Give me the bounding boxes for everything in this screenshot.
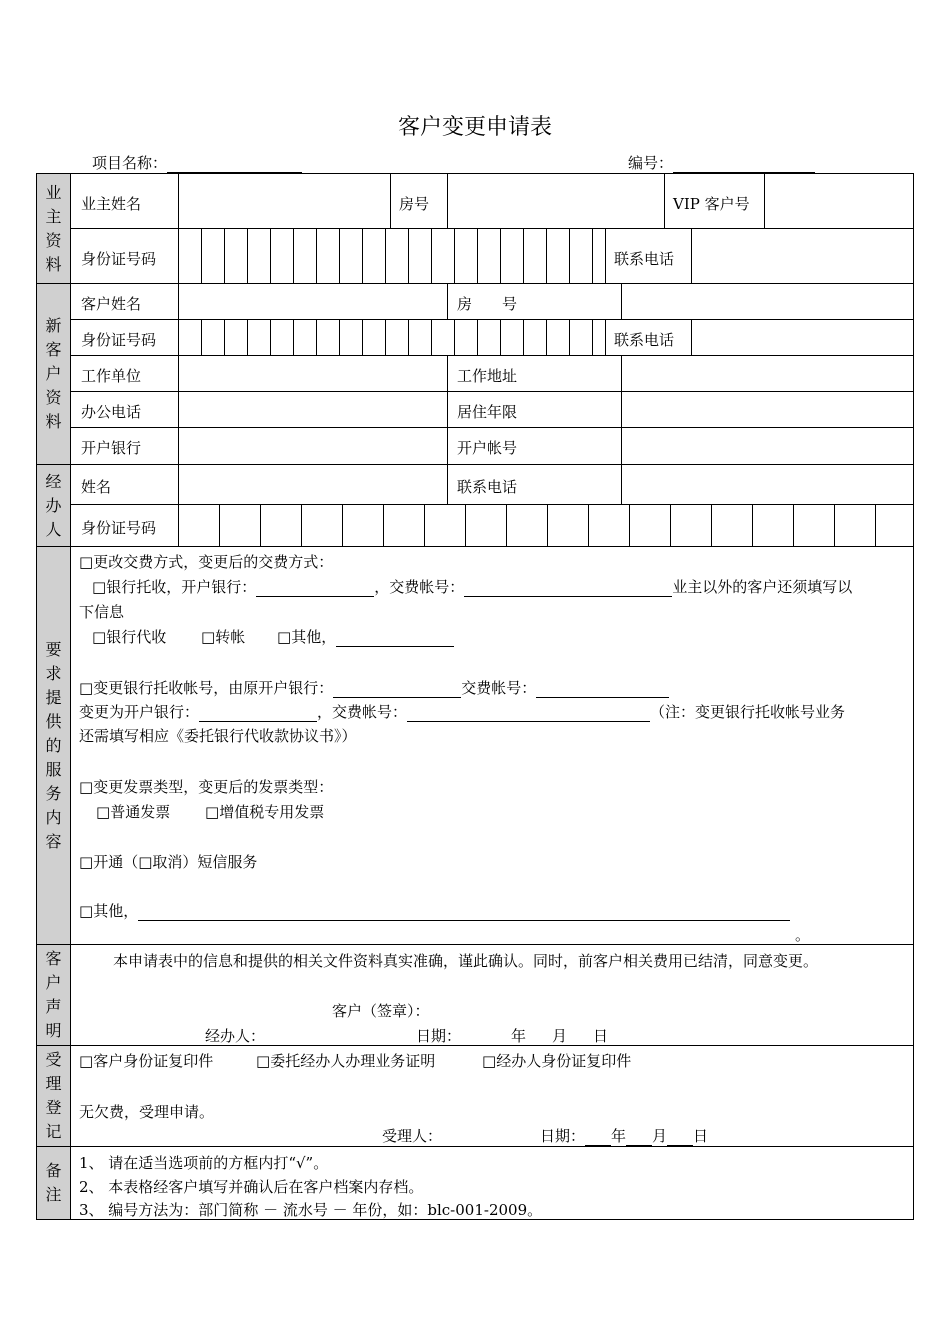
checkbox-icon[interactable]	[79, 553, 93, 571]
checkbox-icon[interactable]	[79, 679, 93, 697]
other-payment-blank[interactable]	[336, 632, 454, 647]
bank-collection-bank-blank[interactable]	[256, 582, 374, 597]
checkbox-icon[interactable]	[277, 628, 291, 646]
owner-room-label: 房号	[399, 195, 430, 213]
option-other-payment[interactable]: □ 其他，	[277, 626, 454, 647]
option-transfer[interactable]: □ 转帐	[201, 626, 245, 647]
option-change-collection-account[interactable]: □ 变更银行托收帐号，由原开户银行： 交费帐号：	[79, 677, 669, 698]
new-customer-room-input[interactable]	[626, 286, 908, 316]
account-label: 开户帐号	[457, 439, 518, 457]
declaration-text: 本申请表中的信息和提供的相关文件资料真实准确，谨此确认。同时，前客户相关费用已结清，同意变更。	[113, 952, 819, 970]
acceptance-day-blank[interactable]	[667, 1131, 693, 1146]
page-title: 客户变更申请表	[397, 115, 552, 140]
owner-name-input[interactable]	[183, 178, 385, 224]
new-customer-name-input[interactable]	[183, 286, 442, 316]
checkbox-icon[interactable]	[79, 902, 93, 920]
office-phone-label: 办公电话	[81, 403, 142, 421]
customer-signature-label: 客户（签章）：	[332, 1002, 430, 1020]
original-account-blank[interactable]	[536, 683, 669, 698]
option-sms-service[interactable]: □ 开通（□ 取消）短信服务	[79, 851, 257, 872]
owner-id-label: 身份证号码	[81, 250, 157, 268]
form-number-field[interactable]	[628, 152, 815, 173]
other-service-blank-2[interactable]	[79, 930, 795, 945]
bank-label: 开户银行	[81, 439, 142, 457]
section-owner-info: 业主资料	[37, 174, 70, 283]
checkbox-icon[interactable]	[205, 803, 219, 821]
new-customer-name-label: 客户姓名	[81, 295, 142, 313]
employer-label: 工作单位	[81, 367, 142, 385]
work-address-input[interactable]	[626, 358, 908, 388]
checkbox-icon[interactable]	[79, 1052, 93, 1070]
new-customer-id-digit-boxes[interactable]	[179, 320, 605, 354]
owner-vip-label: VIP 客户号	[673, 195, 750, 213]
section-agent: 经办人	[37, 465, 70, 546]
project-name-blank[interactable]	[167, 158, 302, 173]
declaration-year-blank[interactable]	[461, 1031, 511, 1046]
new-account-blank[interactable]	[407, 707, 650, 722]
declaration-day-blank[interactable]	[567, 1031, 593, 1046]
checkbox-icon[interactable]	[79, 853, 93, 871]
office-phone-input[interactable]	[183, 394, 442, 424]
option-normal-invoice[interactable]: □ 普通发票	[96, 801, 170, 822]
original-bank-blank[interactable]	[333, 683, 461, 698]
check-agent-authorization[interactable]: □ 委托经办人办理业务证明	[256, 1050, 435, 1071]
owner-id-digit-boxes[interactable]	[179, 229, 605, 282]
note-2: 2、 本表格经客户填写并确认后在客户档案内存档。	[79, 1178, 424, 1196]
bank-input[interactable]	[183, 430, 442, 460]
owner-name-label: 业主姓名	[81, 195, 142, 213]
acceptance-status: 无欠费，受理申请。	[79, 1103, 215, 1121]
option-vat-invoice[interactable]: □ 增值税专用发票	[205, 801, 324, 822]
new-bank-blank[interactable]	[199, 707, 317, 722]
checkbox-icon[interactable]	[201, 628, 215, 646]
owner-phone-input[interactable]	[696, 232, 908, 278]
option-bank-collection[interactable]: □ 银行托收，开户银行： ，交费帐号： 业主以外的客户还须填写以	[92, 576, 852, 597]
checkbox-icon[interactable]	[482, 1052, 496, 1070]
acceptance-month-blank[interactable]	[626, 1131, 652, 1146]
option-bank-agency[interactable]: □ 银行代收	[92, 626, 166, 647]
checkbox-icon[interactable]	[138, 853, 152, 871]
other-service-line2: 。	[79, 924, 810, 945]
residence-years-input[interactable]	[626, 394, 908, 424]
agent-phone-label: 联系电话	[457, 478, 518, 496]
declaration-date: 日期： 年 月 日	[416, 1027, 609, 1045]
work-address-label: 工作地址	[457, 367, 518, 385]
project-name-label: 项目名称：	[92, 154, 168, 172]
new-customer-phone-input[interactable]	[696, 322, 908, 352]
option-other-service[interactable]: □ 其他，	[79, 900, 790, 921]
bank-collection-account-blank[interactable]	[464, 582, 672, 597]
new-customer-room-label: 房 号	[457, 295, 518, 313]
agent-name-label: 姓名	[81, 478, 112, 496]
note-3: 3、 编号方法为：部门简称 － 流水号 － 年份，如：blc-001-2009。	[79, 1201, 543, 1219]
section-notes: 备注	[37, 1147, 70, 1219]
checkbox-icon[interactable]	[92, 578, 106, 596]
new-customer-phone-label: 联系电话	[614, 331, 675, 349]
owner-vip-input[interactable]	[769, 178, 909, 224]
owner-phone-label: 联系电话	[614, 250, 675, 268]
section-acceptance: 受理登记	[37, 1046, 70, 1146]
checkbox-icon[interactable]	[92, 628, 106, 646]
agent-id-digit-boxes[interactable]	[179, 505, 912, 545]
application-form-table	[36, 173, 914, 1220]
declaration-month-blank[interactable]	[526, 1031, 552, 1046]
option-change-invoice[interactable]: □ 变更发票类型，变更后的发票类型：	[79, 776, 333, 797]
receiver-label: 受理人：	[382, 1127, 443, 1145]
section-new-customer-info: 新客户资料	[37, 284, 70, 464]
employer-input[interactable]	[183, 358, 442, 388]
project-name-field[interactable]	[92, 152, 302, 173]
section-service-request: 要求提供的服务内容	[37, 547, 70, 944]
agent-name-input[interactable]	[183, 467, 442, 501]
declaration-agent-label: 经办人：	[205, 1027, 266, 1045]
note-1: 1、 请在适当选项前的方框内打“√”。	[79, 1154, 329, 1172]
check-customer-id-copy[interactable]: □ 客户身份证复印件	[79, 1050, 213, 1071]
checkbox-icon[interactable]	[96, 803, 110, 821]
agent-id-label: 身份证号码	[81, 519, 157, 537]
checkbox-icon[interactable]	[79, 778, 93, 796]
checkbox-icon[interactable]	[256, 1052, 270, 1070]
owner-room-input[interactable]	[452, 178, 659, 224]
services-line7: 还需填写相应《委托银行代收款协议书》）	[79, 727, 357, 745]
check-agent-id-copy[interactable]: □ 经办人身份证复印件	[482, 1050, 631, 1071]
section-customer-declaration: 客户声明	[37, 945, 70, 1045]
acceptance-year-blank[interactable]	[585, 1131, 611, 1146]
other-service-blank[interactable]	[138, 906, 790, 921]
services-line3: 下信息	[79, 603, 125, 621]
agent-phone-input[interactable]	[626, 467, 908, 501]
acceptance-date: 日期： 年 月 日	[540, 1127, 709, 1145]
option-change-payment[interactable]: □ 更改交费方式，变更后的交费方式：	[79, 551, 333, 572]
form-number-label: 编号：	[628, 154, 674, 172]
residence-years-label: 居住年限	[457, 403, 518, 421]
account-input[interactable]	[626, 430, 908, 460]
form-number-blank[interactable]	[673, 158, 815, 173]
new-bank-line: 变更为开户银行： ，交费帐号： （注：变更银行托收帐号业务	[79, 703, 846, 721]
new-customer-id-label: 身份证号码	[81, 331, 157, 349]
